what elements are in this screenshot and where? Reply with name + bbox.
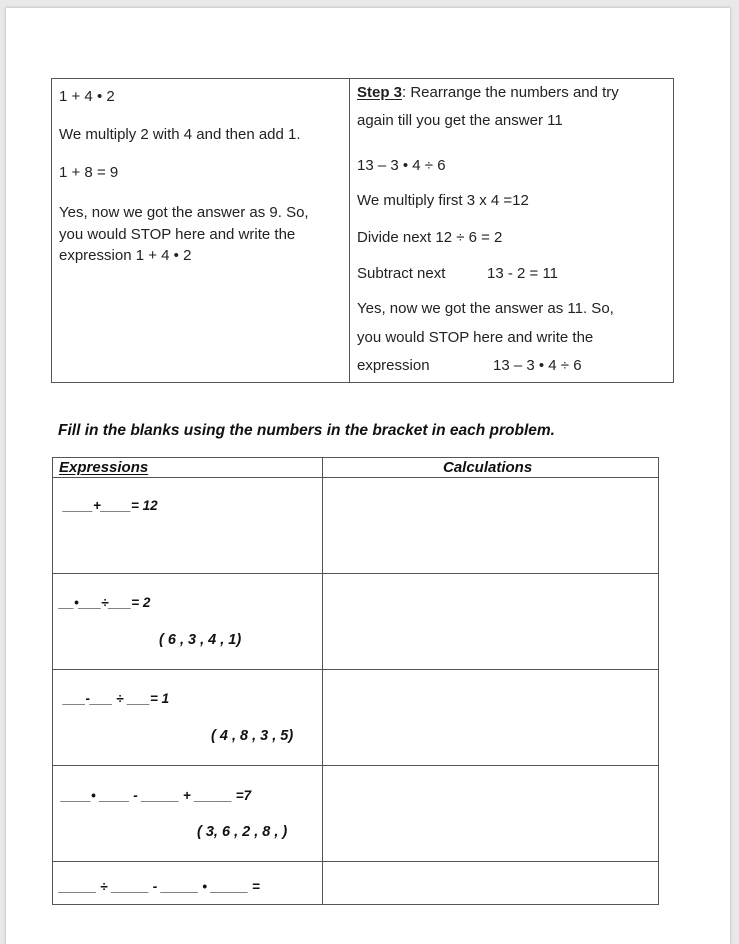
row4-bracket: ( 3, 6 , 2 , 8 , ) bbox=[197, 824, 288, 840]
table-divider bbox=[349, 79, 350, 382]
row1-expression: ____+____= 12 bbox=[63, 498, 158, 513]
right-multiply: We multiply first 3 x 4 =12 bbox=[357, 192, 529, 209]
right-answer-label: expression bbox=[357, 357, 430, 374]
worksheet-page bbox=[6, 8, 730, 944]
row3-expression: ___-___ ÷ ___= 1 bbox=[63, 691, 170, 706]
left-expr: 1 + 4 • 2 bbox=[59, 88, 115, 105]
right-subtract-label: Subtract next bbox=[357, 265, 446, 282]
row2-calculation-cell[interactable] bbox=[328, 574, 653, 668]
header-calculations: Calculations bbox=[443, 459, 533, 476]
row2-expression: __•___÷___= 2 bbox=[59, 595, 151, 610]
right-expr: 13 – 3 • 4 ÷ 6 bbox=[357, 157, 446, 174]
right-answer-line1: Yes, now we got the answer as 11. So, bbox=[357, 300, 614, 317]
left-answer-line1: Yes, now we got the answer as 9. So, bbox=[59, 204, 309, 221]
row2-bracket: ( 6 , 3 , 4 , 1) bbox=[159, 632, 242, 648]
left-multiply-note: We multiply 2 with 4 and then add 1. bbox=[59, 126, 301, 143]
instruction-text: Fill in the blanks using the numbers in the bracket in each problem. bbox=[58, 422, 555, 439]
exercise-table bbox=[52, 457, 659, 905]
row4-calculation-cell[interactable] bbox=[328, 766, 653, 860]
right-step-text2: again till you get the answer 11 bbox=[357, 112, 563, 129]
left-answer-line2: you would STOP here and write the bbox=[59, 226, 296, 243]
row5-expression: _____ ÷ _____ - _____ • _____ = bbox=[59, 879, 260, 894]
left-answer-line3: expression 1 + 4 • 2 bbox=[59, 247, 192, 264]
row5-calculation-cell[interactable] bbox=[328, 862, 653, 904]
row3-bracket: ( 4 , 8 , 3 , 5) bbox=[211, 728, 294, 744]
right-answer-line2: you would STOP here and write the bbox=[357, 329, 594, 346]
right-step-heading bbox=[357, 84, 619, 101]
column-divider bbox=[322, 458, 323, 904]
right-subtract-expr: 13 - 2 = 11 bbox=[487, 265, 559, 282]
example-table bbox=[51, 78, 674, 383]
right-answer-expr: 13 – 3 • 4 ÷ 6 bbox=[493, 357, 582, 374]
row3-calculation-cell[interactable] bbox=[328, 670, 653, 764]
row4-expression: ____• ____ - _____ + _____ =7 bbox=[61, 788, 252, 803]
row1-calculation-cell[interactable] bbox=[328, 478, 653, 572]
step-label: Step 3 bbox=[357, 84, 403, 101]
right-divide: Divide next 12 ÷ 6 = 2 bbox=[357, 229, 503, 246]
step-text: : Rearrange the numbers and try bbox=[402, 84, 619, 101]
left-sum: 1 + 8 = 9 bbox=[59, 164, 119, 181]
header-expressions: Expressions bbox=[59, 459, 149, 476]
